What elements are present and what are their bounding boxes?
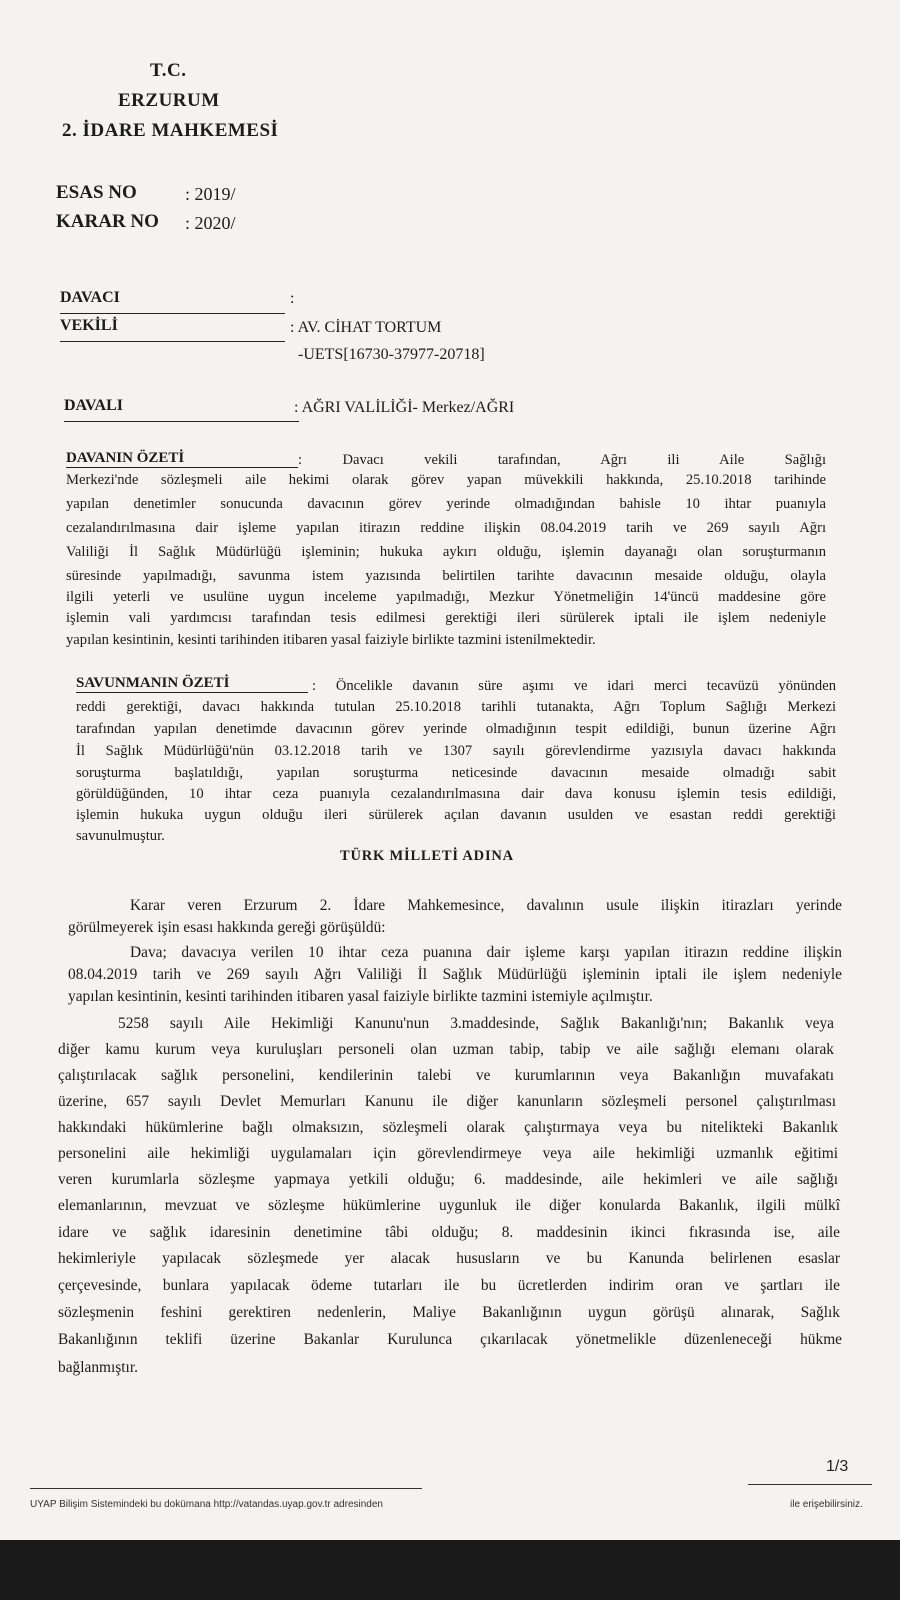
- header-country: T.C.: [150, 60, 187, 81]
- footer-rule-right: [748, 1484, 872, 1485]
- karar-value: : 2020/: [185, 213, 236, 233]
- page-number: 1/3: [826, 1458, 849, 1475]
- davaci-value: :: [290, 290, 295, 307]
- davanin-ozeti-line: Merkezi'nde sözleşmeli aile hekimi olarak görev yapan müvekkili hakkında, 25.10.2018 tarihinde: [66, 472, 826, 488]
- savunmanin-ozeti-line: savunulmuştur.: [76, 828, 165, 844]
- law-line: personelini aile hekimliği uygulamaları için görevlendirmeye veya aile hekimliği uzmanlık eğitimi: [58, 1145, 838, 1162]
- davaci-label: DAVACI: [60, 289, 120, 306]
- vekili-label: VEKİLİ: [60, 317, 118, 334]
- savunmanin-ozeti-label: SAVUNMANIN ÖZETİ: [76, 675, 308, 693]
- davali-underline: [64, 421, 299, 422]
- savunmanin-ozeti-line: görüldüğünden, 10 ihtar ceza puanıyla cezalandırılmasına dair dava konusu işlemin tesis edildiği,: [76, 786, 836, 802]
- law-line: hakkındaki hükümlerine bağlı olmaksızın, sözleşmeli olarak çalıştırmaya veya bu nitelikteki Bakanlık: [58, 1119, 838, 1136]
- davanin-ozeti-line: Valiliği İl Sağlık Müdürlüğü işleminin; hukuka aykırı olduğu, işlemin dayanağı olan soruşturmanın: [66, 544, 826, 560]
- davali-label: DAVALI: [64, 397, 123, 414]
- law-line: çerçevesinde, bunlara yapılacak ödeme tutarları ile bu ücretlerden indirim oran ve şartları ile: [58, 1277, 840, 1294]
- davanin-ozeti-line: ilgili yeterli ve usulüne uygun inceleme yapılmadığı, Mezkur Yönetmeliğin 14'üncü maddesine göre: [66, 589, 826, 605]
- header-court: 2. İDARE MAHKEMESİ: [62, 120, 279, 141]
- header-city: ERZURUM: [118, 90, 220, 111]
- esas-value: : 2019/: [185, 184, 236, 204]
- savunmanin-ozeti-line: İl Sağlık Müdürlüğü'nün 03.12.2018 tarih ve 1307 sayılı görevlendirme yazısıyla davacı hakkında: [76, 743, 836, 759]
- esas-label: ESAS NO: [56, 182, 137, 203]
- footer-rule-left: [30, 1488, 422, 1489]
- savunmanin-ozeti-line: soruşturma başlatıldığı, yapılan soruşturma neticesinde davacının mesaide olmadığı sabit: [76, 765, 836, 781]
- savunmanin-ozeti-line: : Öncelikle davanın süre aşımı ve idari merci tecavüzü yönünden: [312, 678, 836, 694]
- vekili-underline: [60, 341, 285, 342]
- karar-label: KARAR NO: [56, 211, 159, 232]
- law-line: idare ve sağlık idaresinin denetimine tâbi olduğu; 8. maddesinin ikinci fıkrasında ise, aile: [58, 1224, 840, 1241]
- intro-line: yapılan kesintinin, kesinti tarihinden itibaren yasal faiziyle birlikte tazmini istemiyle açılmıştır.: [68, 988, 653, 1005]
- davanin-ozeti-label: DAVANIN ÖZETİ: [66, 450, 298, 468]
- intro-line: 08.04.2019 tarih ve 269 sayılı Ağrı Valiliği İl Sağlık Müdürlüğü işleminin iptali ile işlem nedeniyle: [68, 966, 842, 983]
- footer-text-left: UYAP Bilişim Sistemindeki bu dokümana http://vatandas.uyap.gov.tr adresinden: [30, 1499, 383, 1510]
- law-line: Bakanlığının teklifi üzerine Bakanlar Kurulunca çıkarılacak yönetmelikle düzenleneceği hükme: [58, 1331, 842, 1348]
- section-title: TÜRK MİLLETİ ADINA: [340, 848, 514, 864]
- footer-text-right: ile erişebilirsiniz.: [790, 1499, 863, 1510]
- law-line: veren kurumlarla sözleşme yapmaya yetkili olduğu; 6. maddesinde, aile hekimleri ve aile sağlığı: [58, 1171, 838, 1188]
- vekili-value: : AV. CİHAT TORTUM: [290, 319, 442, 336]
- davali-value: : AĞRI VALİLİĞİ- Merkez/AĞRI: [294, 399, 515, 416]
- davanin-ozeti-line: yapılan kesintinin, kesinti tarihinden itibaren yasal faiziyle birlikte tazmini istenilmektedir.: [66, 632, 596, 648]
- davanin-ozeti-line: cezalandırılmasına dair işleme yapılan itirazın reddine ilişkin 08.04.2019 tarih ve 269 sayılı Ağrı: [66, 520, 826, 536]
- intro-line: Karar veren Erzurum 2. İdare Mahkemesince, davalının usule ilişkin itirazları yerinde: [130, 897, 842, 914]
- vekili-uets: -UETS[16730-37977-20718]: [298, 346, 485, 363]
- davanin-ozeti-line: yapılan denetimler sonucunda davacının görev yerinde olmadığından bahisle 10 ihtar puanıyla: [66, 496, 826, 512]
- davanin-ozeti-line: : Davacı vekili tarafından, Ağrı ili Aile Sağlığı: [298, 452, 826, 468]
- intro-line: Dava; davacıya verilen 10 ihtar ceza puanına dair işleme karşı yapılan itirazın reddine ilişkin: [130, 944, 842, 961]
- davanin-ozeti-line: süresinde yapılmadığı, savunma istem yazısında belirtilen tarihte davacının mesaide olduğu, olayla: [66, 568, 826, 584]
- law-line: çalıştırılacak sağlık personelini, kendilerinin talebi ve kurumlarının veya Bakanlığın muvafakatı: [58, 1067, 834, 1084]
- law-line: elemanlarının, mevzuat ve sözleşme hükümlerine uygunluk ile diğer konularda Bakanlık, ilgili mülkî: [58, 1197, 840, 1214]
- law-line: üzerine, 657 sayılı Devlet Memurları Kanunu ile diğer kanunların sözleşmeli personel çalıştırılması: [58, 1093, 836, 1110]
- savunmanin-ozeti-line: reddi gerektiği, davacı hakkında tutulan 25.10.2018 tarihli tutanakta, Ağrı Toplum Sağlığı Merkezi: [76, 699, 836, 715]
- savunmanin-ozeti-line: tarafından yapılan denetimde davacının görev yerinde olmadığının tespit edildiği, bunun üzerine Ağrı: [76, 721, 836, 737]
- law-line: 5258 sayılı Aile Hekimliği Kanunu'nun 3.maddesinde, Sağlık Bakanlığı'nın; Bakanlık veya: [118, 1015, 834, 1032]
- savunmanin-ozeti-line: işlemin hukuka uygun olduğu ileri sürülerek açılan davanın usulden ve esastan reddi gerektiği: [76, 807, 836, 823]
- law-line: bağlanmıştır.: [58, 1359, 138, 1376]
- davaci-underline: [60, 313, 285, 314]
- intro-line: görülmeyerek işin esası hakkında gereği görüşüldü:: [68, 919, 386, 936]
- law-line: sözleşmenin feshini gerektiren nedenlerin, Maliye Bakanlığının uygun görüşü alınarak, Sağlık: [58, 1304, 840, 1321]
- law-line: diğer kamu kurum veya kuruluşları personeli olan uzman tabip, tabip ve aile sağlığı elemanı olarak: [58, 1041, 834, 1058]
- law-line: hekimleriyle yapılacak sözleşmede yer alacak hususların ve bu Kanunda belirlenen esaslar: [58, 1250, 840, 1267]
- davanin-ozeti-line: işlemin vali yardımcısı tarafından tesis edilmesi gerektiği ileri sürülerek iptali ile işlem nedeniyle: [66, 610, 826, 626]
